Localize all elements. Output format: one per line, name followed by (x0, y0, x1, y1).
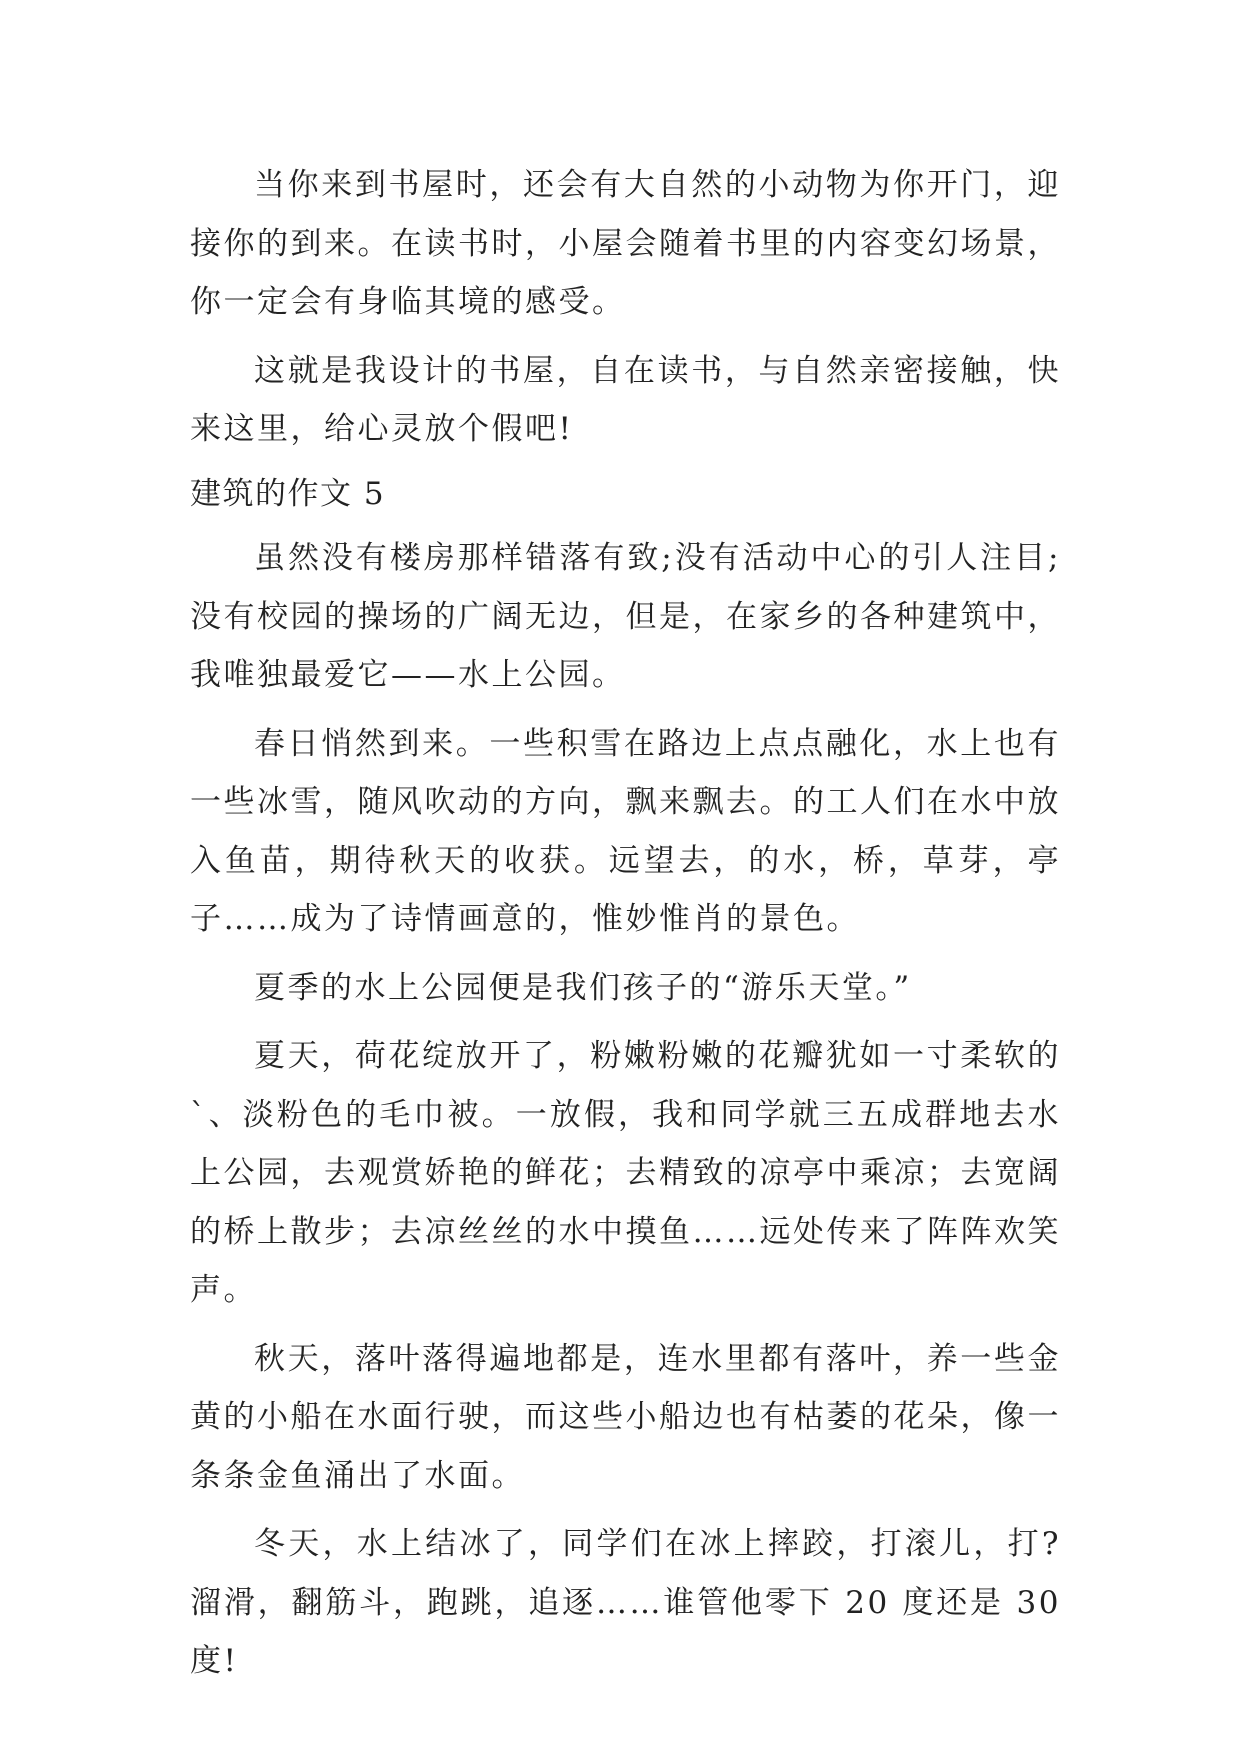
paragraph: 冬天，水上结冰了，同学们在冰上摔跤，打滚儿，打?溜滑，翻筋斗，跑跳，追逐……谁管他零下 20 度还是 30 度! (190, 1526, 1061, 1679)
paragraph: 这就是我设计的书屋，自在读书，与自然亲密接触，快来这里，给心灵放个假吧! (190, 352, 1061, 447)
paragraph: 夏天，荷花绽放开了，粉嫩粉嫩的花瓣犹如一寸柔软的`、淡粉色的毛巾被。一放假，我和同学就三五成群地去水上公园，去观赏娇艳的鲜花；去精致的凉亭中乘凉；去宽阔的桥上散步；去凉丝丝的水中摸鱼……远处传来了阵阵欢笑声。 (190, 1038, 1061, 1308)
section-heading: 建筑的作文 5 (190, 475, 386, 512)
paragraph: 秋天，落叶落得遍地都是，连水里都有落叶，养一些金黄的小船在水面行驶，而这些小船边也有枯萎的花朵，像一条条金鱼涌出了水面。 (190, 1340, 1061, 1494)
document-body (190, 156, 1061, 1701)
paragraph: 当你来到书屋时，还会有大自然的小动物为你开门，迎接你的到来。在读书时，小屋会随着书里的内容变幻场景，你一定会有身临其境的感受。 (190, 167, 1061, 320)
paragraph: 虽然没有楼房那样错落有致;没有活动中心的引人注目;没有校园的操场的广阔无边，但是，在家乡的各种建筑中，我唯独最爱它——水上公园。 (190, 540, 1061, 693)
paragraph: 夏季的水上公园便是我们孩子的“游乐天堂。” (254, 969, 912, 1006)
paragraph: 春日悄然到来。一些积雪在路边上点点融化，水上也有一些冰雪，随风吹动的方向，飘来飘去。的工人们在水中放入鱼苗，期待秋天的收获。远望去，的水，桥，草芽，亭子……成为了诗情画意的，惟妙惟肖的景色。 (190, 725, 1061, 937)
